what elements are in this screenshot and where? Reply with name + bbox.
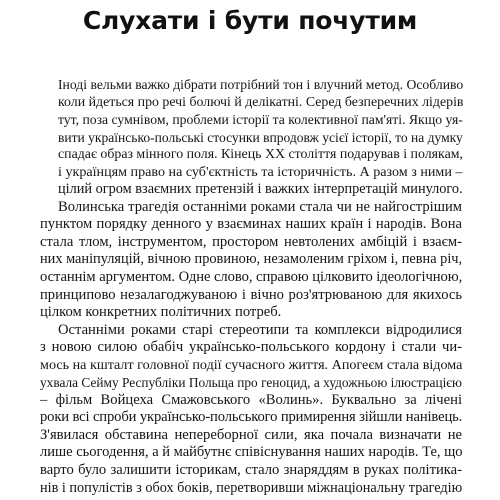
paragraph-2 bbox=[40, 199, 462, 322]
text-line: ухвала Сейму Республіки Польща про геноцид, а художньою ілюстрацією bbox=[40, 375, 462, 391]
text-line: варто було залишити історикам, стало знаряддям в руках політика- bbox=[40, 462, 462, 479]
text-line: – фільм Войцеха Смажовського «Волинь». Буквально за лічені bbox=[40, 391, 462, 408]
text-line: коли йдеться про речі болючі й делікатні. Серед безперечних лідерів bbox=[58, 94, 464, 110]
text-line: пунктом порядку денного у взаєминах наших країн і народів. Вона bbox=[40, 216, 462, 233]
text-line: тут, поза сумнівом, проблеми історії та колективної пам'яті. Якщо уя- bbox=[58, 112, 463, 128]
text-line: роки всі спроби українсько-польського примирення зійшли нанівець. bbox=[40, 409, 463, 426]
text-line: стала тлом, інструментом, простором невтолених амбіцій і взаєм- bbox=[40, 233, 462, 250]
text-line: і українцям право на суб'єктність та історичність. А разом з ними – bbox=[58, 163, 463, 180]
text-line: вити українсько-польські стосунки впродовж усієї історії, то на думку bbox=[58, 129, 463, 145]
text-line: цілком конкретних політичних потреб. bbox=[40, 304, 282, 321]
text-line: нів і популістів з обох боків, перетворивши міжнаціональну трагедію bbox=[40, 479, 463, 496]
paragraph-3 bbox=[40, 322, 462, 497]
text-line: з новою силою обабіч українсько-польського кордону і стали чи- bbox=[40, 339, 462, 356]
text-line: З'явилася обставина непереборної сили, яка почала визначати не bbox=[40, 426, 462, 443]
text-line: Волинська трагедія останніми роками стала чи не найгострішим bbox=[58, 198, 462, 215]
text-line: спадає образ мінного поля. Кінець XX століття подарував і полякам, bbox=[58, 147, 463, 163]
text-line: цілий огром взаємних претензій і важких інтерпретацій минулого. bbox=[58, 181, 463, 198]
text-line: них маніпуляцій, вічною провиною, незамоленим гріхом і, певна річ, bbox=[40, 251, 463, 268]
text-line: лише сьогодення, а й майбутнє співіснування наших народів. Те, що bbox=[40, 444, 463, 461]
text-line: останнім аргументом. Одне слово, справою цілковито ідеологічною, bbox=[40, 269, 463, 286]
chapter-title: Слухати і бути почутим bbox=[82, 6, 418, 35]
paragraph-1 bbox=[40, 76, 462, 199]
chapter-body bbox=[40, 76, 462, 497]
text-line: Останніми роками старі стереотипи та комплекси відродилися bbox=[58, 321, 462, 338]
text-line: Іноді вельми важко дібрати потрібний тон і влучний метод. Особливо bbox=[58, 77, 464, 92]
text-line: мось на кшталт головної події сучасного життя. Апогеєм стала відома bbox=[40, 356, 463, 373]
text-line: принципово незалагоджуваною і вічно роз'ятрюваною для якихось bbox=[40, 286, 462, 303]
